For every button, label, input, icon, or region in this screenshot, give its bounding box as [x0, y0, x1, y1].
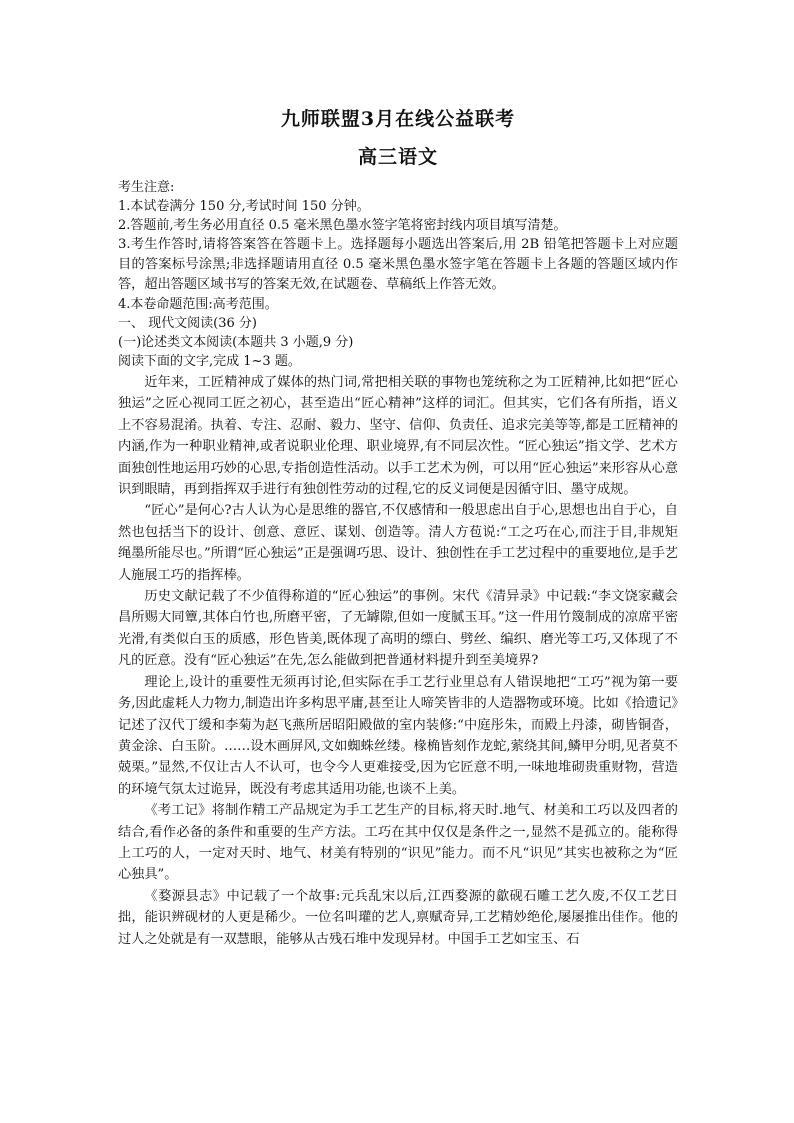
reading-passage	[118, 372, 678, 950]
section-heading: 一、 现代文阅读(36 分)	[118, 316, 257, 331]
section-subheading: (一)论述类文本阅读(本题共 3 小题,9 分)	[118, 335, 354, 350]
notice-block	[118, 178, 678, 314]
notice-item-1: 1.本试卷满分 150 分,考试时间 150 分钟。	[118, 199, 370, 214]
passage-paragraph-2: “匠心”是何心?古人认为心是思维的器官,不仅感情和一般思虑出自于心,思想也出自于心，自然也包括当下的设计、创意、意匠、谋划、创造等。清人方苞说:“工之巧在心,而注于目,非规矩绳墨所能尽也。”所谓“匠心独运”正是强调巧思、设计、独创性在手工艺过程中的重要地位,是手艺人施展工巧的指挥棒。	[118, 503, 678, 583]
notice-item-2: 2.答题前,考生务必用直径 0.5 毫米黑色墨水签字笔将密封线内项目填写清楚。	[118, 218, 567, 233]
section-instruction: 阅读下面的文字,完成 1~3 题。	[118, 354, 301, 369]
notice-item-4: 4.本卷命题范围:高考范围。	[118, 297, 278, 312]
exam-subtitle: 高三语文	[357, 146, 438, 168]
passage-paragraph-3: 历史文献记载了不少值得称道的“匠心独运”的事例。宋代《清异录》中记载:“李文饶家藏会昌所赐大同簟,其体白竹也,所磨平密，了无罅隙,但如一度腻玉耳。”这一件用竹篾制成的凉席平密光滑,有类似白玉的质感，形色皆美,既体现了高明的缥白、劈丝、编织、磨光等工巧,又体现了不凡的匠意。没有“匠心独运”在先,怎么能做到把普通材料提升到至美境界?	[118, 589, 678, 669]
exam-title: 九师联盟3月在线公益联考	[280, 108, 516, 130]
passage-paragraph-4: 理论上,设计的重要性无须再讨论,但实际在手工艺行业里总有人错误地把“工巧”视为第一要务,因此虚耗人力物力,制造出许多构思平庸,甚至让人啼笑皆非的人造器物或环境。比如《拾遗记》记述了汉代丁缓和李菊为赵飞燕所居昭阳殿做的室内装修:“中庭彤朱，而殿上丹漆，砌皆铜沓，黄金涂、白玉阶。……设木画屏风,文如蜘蛛丝缕。椽桷皆刻作龙蛇,萦绕其间,鳞甲分明,见者莫不兢栗。”显然,不仅让古人不认可，也令今人更难接受,因为它匠意不明,一味地堆砌贵重财物，营造的环境气氛太过诡异，既没有考虑其适用功能,也谈不上美。	[118, 674, 678, 797]
notice-heading: 考生注意:	[118, 180, 175, 195]
notice-item-3: 3.考生作答时,请将答案答在答题卡上。选择题每小题选出答案后,用 2B 铅笔把答题卡上对应题目的答案标号涂黑;非选择题请用直径 0.5 毫米黑色墨水签字笔在答题卡上各题的答题区域内作答，超出答题区域书写的答案无效,在试题卷、草稿纸上作答无效。	[118, 237, 678, 292]
passage-paragraph-5: 《考工记》将制作精工产品规定为手工艺生产的目标,将天时.地气、材美和工巧以及四者的结合,看作必备的条件和重要的生产方法。工巧在其中仅仅是条件之一,显然不是孤立的。能称得上工巧的人，一定对天时、地气、材美有特别的“识见”能力。而不凡“识见”其实也被称之为“匠心独具”。	[118, 803, 678, 883]
exam-page	[118, 100, 678, 950]
passage-paragraph-6: 《婺源县志》中记载了一个故事:元兵乱宋以后,江西婺源的歙砚石雕工艺久废,不仅工艺日拙，能识辨砚材的人更是稀少。一位名叫瓘的艺人,禀赋奇异,工艺精妙绝伦,屡屡推出佳作。他的过人之处就是有一双慧眼，能够从古残石堆中发现异材。中国手工艺如宝玉、石	[118, 888, 678, 947]
section-block	[118, 314, 678, 371]
passage-paragraph-1: 近年来，工匠精神成了媒体的热门词,常把相关联的事物也笼统称之为工匠精神,比如把“匠心独运”之匠心视同工匠之初心，甚至造出“匠心精神”这样的词汇。但其实，它们各有所指，语义上不容易混淆。执着、专注、忍耐、毅力、坚守、信仰、负责任、追求完美等等,都是工匠精神的内涵,作为一种职业精神,或者说职业伦理、职业境界,有不同层次性。“匠心独运”指文学、艺术方面独创性地运用巧妙的心思,专指创造性活动。以手工艺术为例，可以用“匠心独运”来形容从心意识到眼睛，再到指挥双手进行有独创性劳动的过程,它的反义词便是因循守旧、墨守成规。	[118, 375, 678, 498]
